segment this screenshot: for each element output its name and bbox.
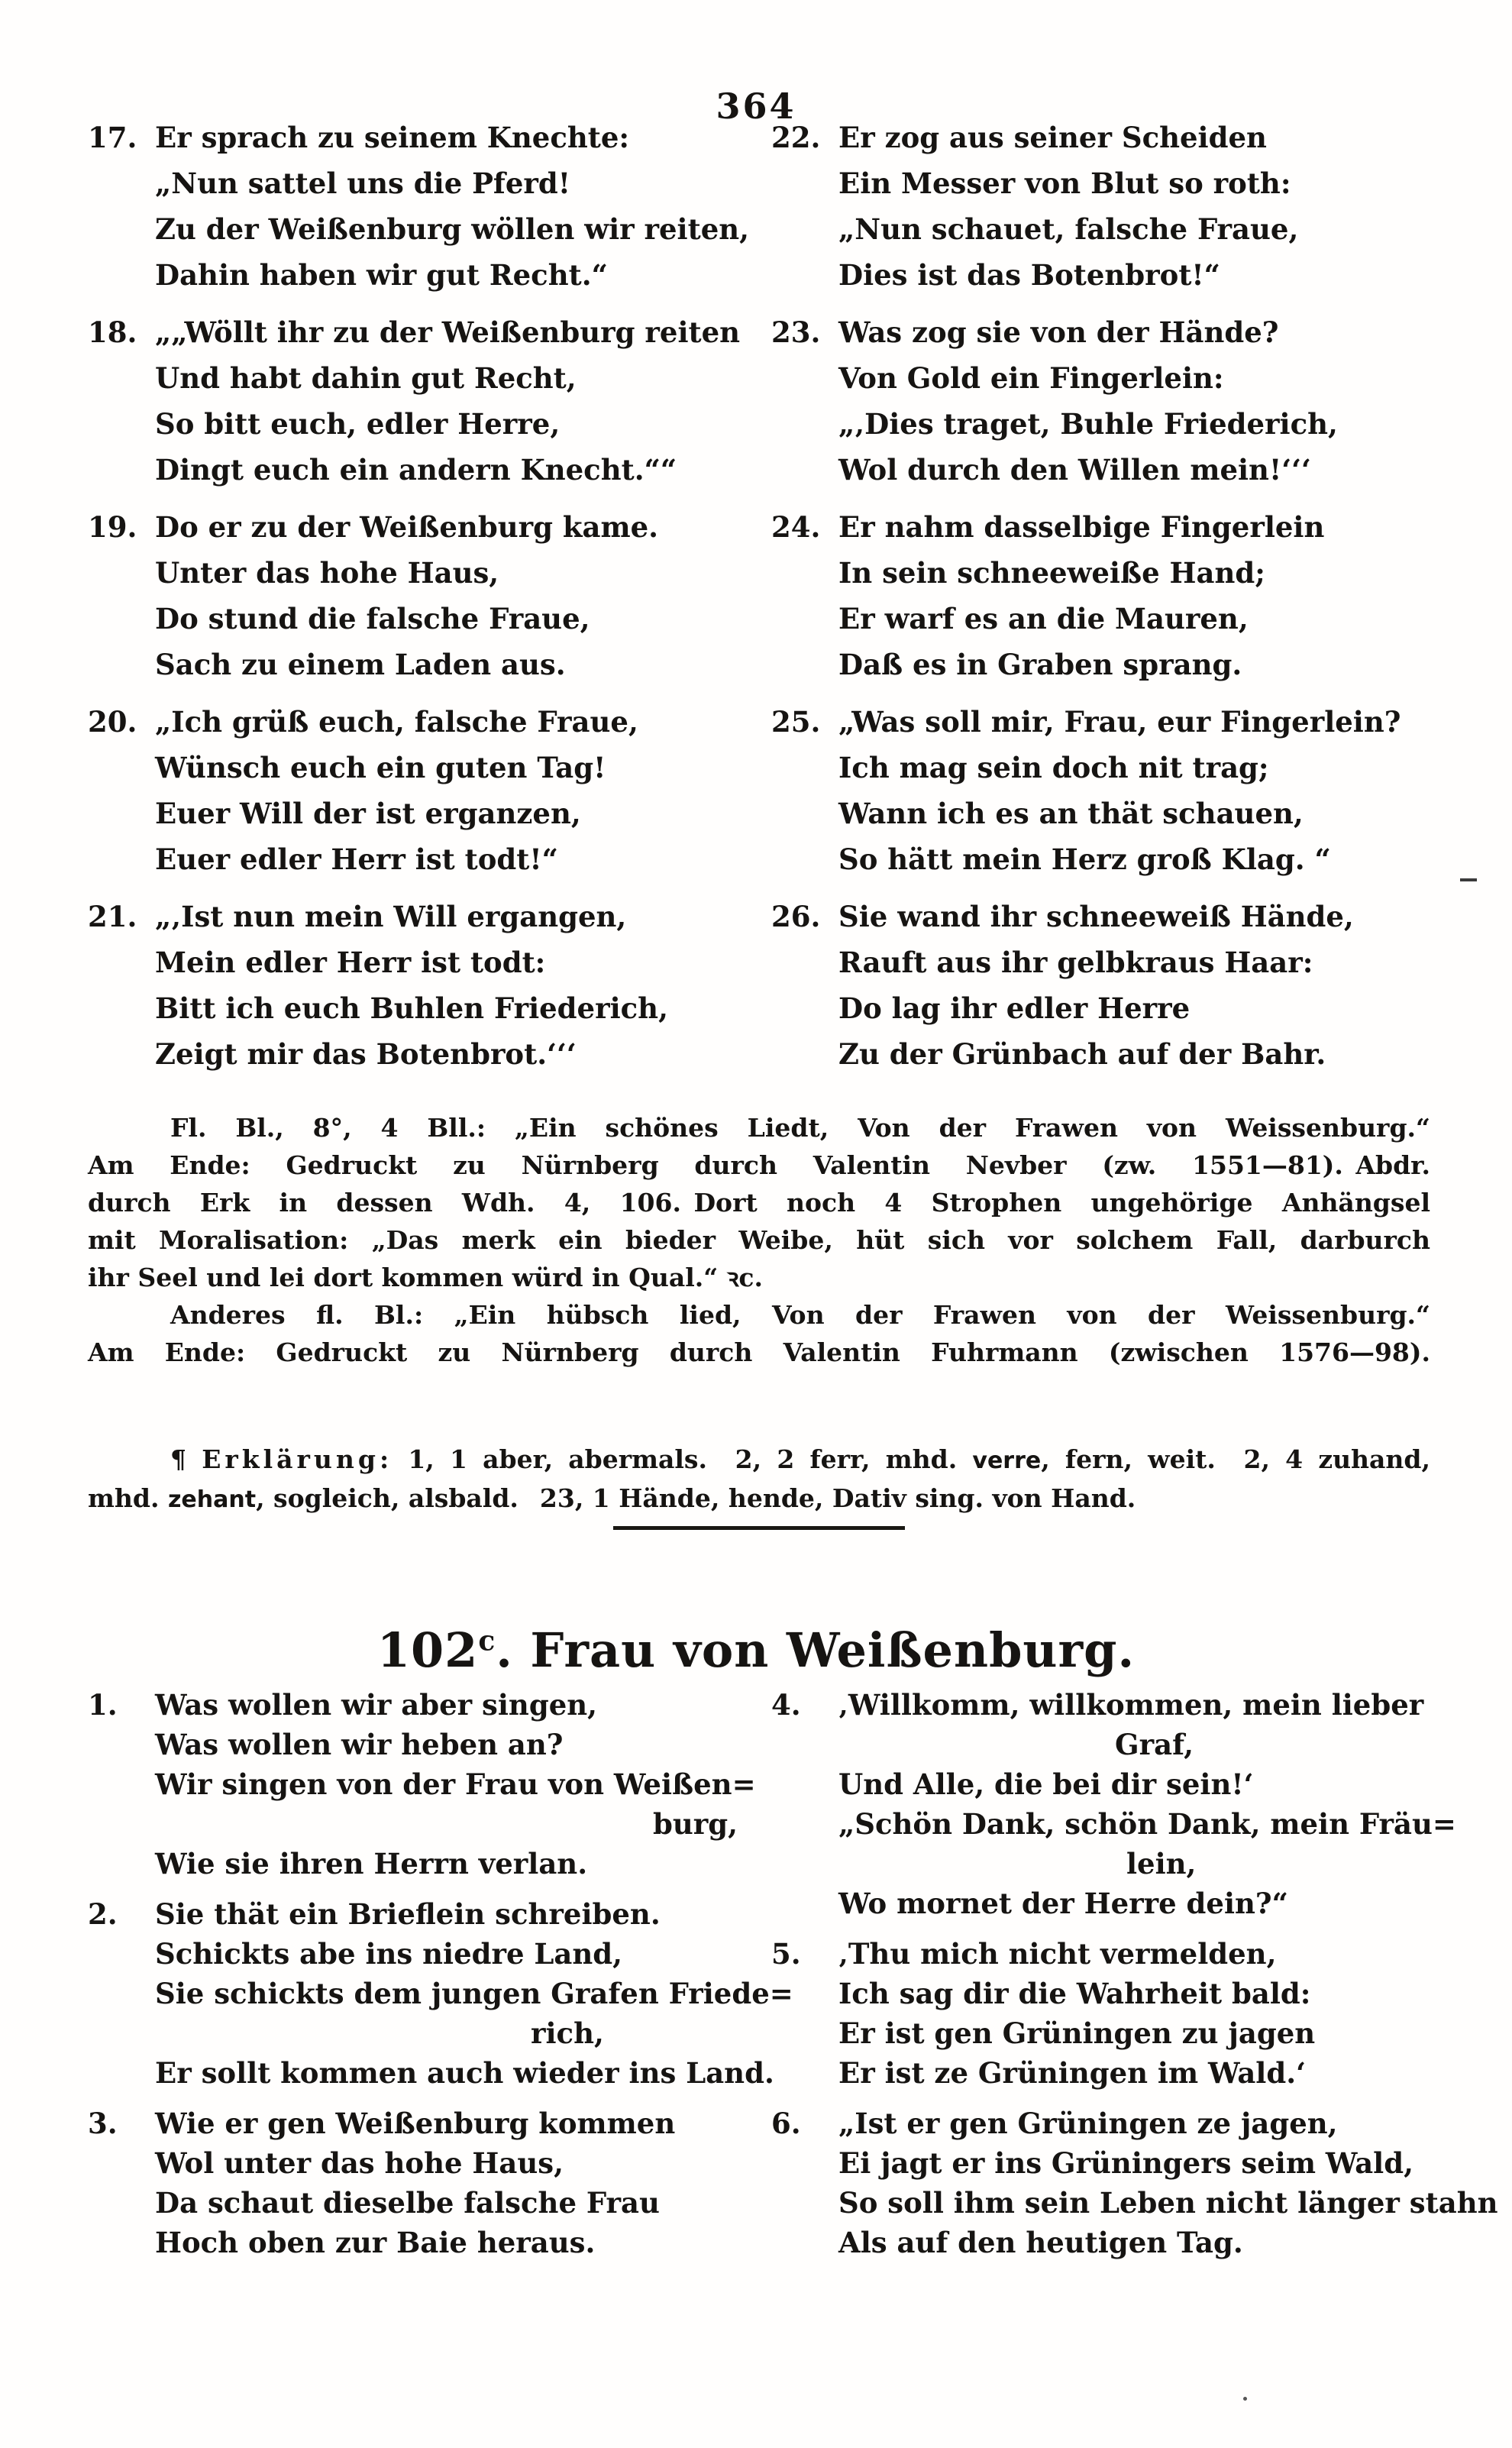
stanza-b-3 (88, 2104, 771, 2262)
song-b-right-column (771, 1685, 1498, 2273)
erklaerung-line (88, 1479, 1430, 1518)
stanza-b-4 (771, 1685, 1498, 1923)
stanza-number: 22. (771, 121, 821, 154)
verse-line: Mein edler Herr ist todt: (155, 946, 546, 979)
stanza-number: 20. (88, 705, 137, 739)
verse-line-continuation: burg, (653, 1807, 738, 1841)
verse-line: Dingt euch ein andern Knecht.““ (155, 453, 677, 487)
verse-line: Er ist ze Grüningen im Wald.‘ (838, 2056, 1306, 2090)
verse-line: Schickts abe ins niedre Land, (155, 1937, 623, 1971)
verse-line: Sie schickts dem jungen Grafen Friede= (155, 1977, 793, 2010)
verse-line: Er warf es an die Mauren, (838, 602, 1249, 635)
verse-text: Was zog sie von der Hände? (838, 315, 1279, 349)
note-line: Fl. Bl., 8°, 4 Bll.: „Ein schönes Liedt, Von der Frawen von Weissenburg.“ (170, 1113, 1430, 1143)
verse-line: Er ist gen Grüningen zu jagen (838, 2016, 1316, 2050)
verse-line: Ich sag dir die Wahrheit bald: (838, 1977, 1311, 2010)
verse-line: Rauft aus ihr gelbkraus Haar: (838, 946, 1313, 979)
erklaerung-text: , fern, weit. 2, 4 zuhand, (1041, 1444, 1430, 1474)
erklaerung-label: Erklärung: (202, 1444, 393, 1474)
verse-line (771, 699, 1432, 745)
verse-line: Zeigt mir das Botenbrot.‘‘‘ (155, 1037, 577, 1071)
verse-line: „‚Dies traget, Buhle Friederich, (838, 407, 1338, 441)
stanza-20 (88, 699, 771, 882)
verse-text: Do er zu der Weißenburg kame. (155, 510, 659, 544)
verse-line: Ich mag sein doch nit trag; (838, 751, 1269, 784)
verse-line: Und Alle, die bei dir sein!‘ (838, 1767, 1254, 1801)
verse-line (88, 309, 771, 355)
song-heading (0, 1622, 1512, 1678)
verse-text: Sie thät ein Brieflein schreiben. (155, 1897, 661, 1931)
verse-line: Und habt dahin gut Recht, (155, 361, 577, 395)
verse-line (88, 504, 771, 550)
verse-line: So soll ihm sein Leben nicht länger stahn (838, 2186, 1498, 2220)
verse-text: Er nahm dasselbige Fingerlein (838, 510, 1325, 544)
stanza-number: 25. (771, 705, 821, 739)
stanza-number: 26. (771, 900, 821, 933)
verse-line (771, 1934, 1498, 1974)
verse-line: Wo mornet der Herre dein?“ (838, 1887, 1288, 1920)
stanza-b-2 (88, 1894, 793, 2093)
stanza-number: 1. (88, 1688, 118, 1722)
stanza-number: 2. (88, 1897, 118, 1931)
bibliographic-notes (88, 1109, 1430, 1371)
song-b-verses (88, 1685, 1498, 2273)
stanza-b-6 (771, 2104, 1498, 2262)
verse-line: „Nun sattel uns die Pferd! (155, 167, 570, 200)
erklaerung-text: mhd. (88, 1483, 168, 1513)
stanza-number: 18. (88, 315, 137, 349)
verse-line: Ei jagt er ins Grüningers seim Wald, (838, 2146, 1413, 2180)
song-a-right-column (771, 115, 1432, 1088)
erklaerung-text: 1, 1 aber, abermals. 2, 2 ferr, mhd. (393, 1444, 973, 1474)
verse-line: So bitt euch, edler Herre, (155, 407, 561, 441)
verse-line: Do stund die falsche Fraue, (155, 602, 590, 635)
stanza-26 (771, 894, 1432, 1077)
verse-line: Dahin haben wir gut Recht.“ (155, 258, 608, 292)
page-number: 364 (716, 86, 796, 127)
verse-line-continuation: Graf, (1115, 1728, 1194, 1761)
verse-line: Wünsch euch ein guten Tag! (155, 751, 606, 784)
stanza-21 (88, 894, 771, 1077)
verse-line: Unter das hohe Haus, (155, 556, 499, 590)
verse-line: Euer edler Herr ist todt!“ (155, 842, 558, 876)
note-line: Anderes fl. Bl.: „Ein hübsch lied, Von der Frawen von der Weissenburg.“ (170, 1300, 1430, 1330)
verse-text: „Was soll mir, Frau, eur Fingerlein? (838, 705, 1401, 739)
verse-line: So hätt mein Herz groß Klag. “ (838, 842, 1331, 876)
verse-line (771, 309, 1432, 355)
stanza-25 (771, 699, 1432, 882)
verse-text: „„Wöllt ihr zu der Weißenburg reiten (155, 315, 741, 349)
note-line: Am Ende: Gedruckt zu Nürnberg durch Valentin Nevber (zw. 1551—81). Abdr. (88, 1150, 1430, 1180)
verse-line: Was wollen wir heben an? (155, 1728, 564, 1761)
verse-line: Wann ich es an thät schauen, (838, 797, 1304, 830)
stanza-17 (88, 115, 771, 298)
verse-line (88, 699, 771, 745)
verse-text: „‚Ist nun mein Will ergangen, (155, 900, 627, 933)
mhd-word: verre (972, 1447, 1042, 1474)
verse-text: Er zog aus seiner Scheiden (838, 121, 1267, 154)
verse-line: Zu der Weißenburg wöllen wir reiten, (155, 212, 750, 246)
stanza-number: 23. (771, 315, 821, 349)
verse-text: ‚Willkomm, willkommen, mein lieber (838, 1688, 1424, 1722)
verse-line: Sach zu einem Laden aus. (155, 648, 566, 681)
stanza-number: 17. (88, 121, 137, 154)
stanza-number: 24. (771, 510, 821, 544)
stanza-23 (771, 309, 1432, 493)
stanza-number: 21. (88, 900, 137, 933)
stanza-22 (771, 115, 1432, 298)
ink-speck (1243, 2397, 1247, 2401)
verse-line: Von Gold ein Fingerlein: (838, 361, 1224, 395)
song-number-superscript: c (478, 1624, 496, 1657)
verse-line: Wir singen von der Frau von Weißen= (155, 1767, 756, 1801)
stanza-number: 4. (771, 1688, 801, 1722)
verse-line (771, 504, 1432, 550)
verse-text: Wie er gen Weißenburg kommen (155, 2107, 676, 2140)
song-number: 102 (376, 1622, 479, 1678)
stanza-number: 6. (771, 2107, 801, 2140)
pilcrow-mark: ¶ (170, 1444, 202, 1474)
verse-line: „Nun schauet, falsche Fraue, (838, 212, 1299, 246)
verse-line (771, 115, 1432, 160)
verse-line: Hoch oben zur Baie heraus. (155, 2226, 596, 2259)
stanza-b-1 (88, 1685, 771, 1884)
verse-line (771, 894, 1432, 939)
verse-line: Do lag ihr edler Herre (838, 991, 1191, 1025)
verse-line: Da schaut dieselbe falsche Frau (155, 2186, 660, 2220)
note-line: mit Moralisation: „Das merk ein bieder Weibe, hüt sich vor solchem Fall, darburch (88, 1225, 1430, 1255)
note-line: durch Erk in dessen Wdh. 4, 106. Dort noch 4 Strophen ungehörige Anhängsel (88, 1188, 1430, 1218)
verse-line (771, 1685, 1498, 1725)
stanza-18 (88, 309, 771, 493)
verse-text: Was wollen wir aber singen, (155, 1688, 598, 1722)
note-line: ihr Seel und lei dort kommen würd in Qual.“ ꝛc. (88, 1263, 763, 1292)
verse-line: Euer Will der ist erganzen, (155, 797, 581, 830)
verse-line-continuation: lein, (1126, 1847, 1197, 1880)
song-title: . Frau von Weißenburg. (496, 1622, 1136, 1678)
verse-text: Er sprach zu seinem Knechte: (155, 121, 630, 154)
song-a-left-column (88, 115, 771, 1088)
verse-line: Wol durch den Willen mein!‘‘‘ (838, 453, 1311, 487)
erklaerung-text: , sogleich, alsbald. 23, 1 Hände, hende, Dativ sing. von Hand. (256, 1483, 1136, 1513)
verse-text: „Ist er gen Grüningen ze jagen, (838, 2107, 1338, 2140)
verse-line: Zu der Grünbach auf der Bahr. (838, 1037, 1326, 1071)
section-divider-rule (613, 1526, 905, 1530)
stanza-b-5 (771, 1934, 1498, 2093)
verse-line: Daß es in Graben sprang. (838, 648, 1242, 681)
stanza-number: 3. (88, 2107, 118, 2140)
erklaerung-block (88, 1441, 1430, 1518)
stanza-19 (88, 504, 771, 687)
verse-line: Ein Messer von Blut so roth: (838, 167, 1291, 200)
verse-text: ‚Thu mich nicht vermelden, (838, 1937, 1277, 1971)
verse-line (88, 115, 771, 160)
ink-speck (1460, 878, 1477, 881)
note-line: Am Ende: Gedruckt zu Nürnberg durch Valentin Fuhrmann (zwischen 1576—98). (88, 1337, 1430, 1367)
verse-line (88, 1685, 771, 1725)
verse-line: Er sollt kommen auch wieder ins Land. (155, 2056, 774, 2090)
verse-line: „Schön Dank, schön Dank, mein Fräu= (838, 1807, 1456, 1841)
stanza-24 (771, 504, 1432, 687)
verse-text: Sie wand ihr schneeweiß Hände, (838, 900, 1354, 933)
stanza-number: 5. (771, 1937, 801, 1971)
verse-line: Als auf den heutigen Tag. (838, 2226, 1243, 2259)
verse-line (88, 894, 771, 939)
verse-line: Bitt ich euch Buhlen Friederich, (155, 991, 668, 1025)
erklaerung-line (88, 1441, 1430, 1479)
verse-line: Dies ist das Botenbrot!“ (838, 258, 1220, 292)
verse-text: „Ich grüß euch, falsche Fraue, (155, 705, 638, 739)
verse-line (88, 2104, 771, 2143)
mhd-word: zehant (167, 1486, 257, 1513)
verse-line: In sein schneeweiße Hand; (838, 556, 1265, 590)
verse-line: Wie sie ihren Herrn verlan. (155, 1847, 588, 1880)
verse-line-continuation: rich, (531, 2016, 604, 2050)
stanza-number: 19. (88, 510, 137, 544)
verse-line: Wol unter das hohe Haus, (155, 2146, 564, 2180)
song-b-left-column (88, 1685, 793, 2273)
verse-line (88, 1894, 771, 1934)
song-a-verses (88, 115, 1432, 1088)
verse-line (771, 2104, 1498, 2143)
